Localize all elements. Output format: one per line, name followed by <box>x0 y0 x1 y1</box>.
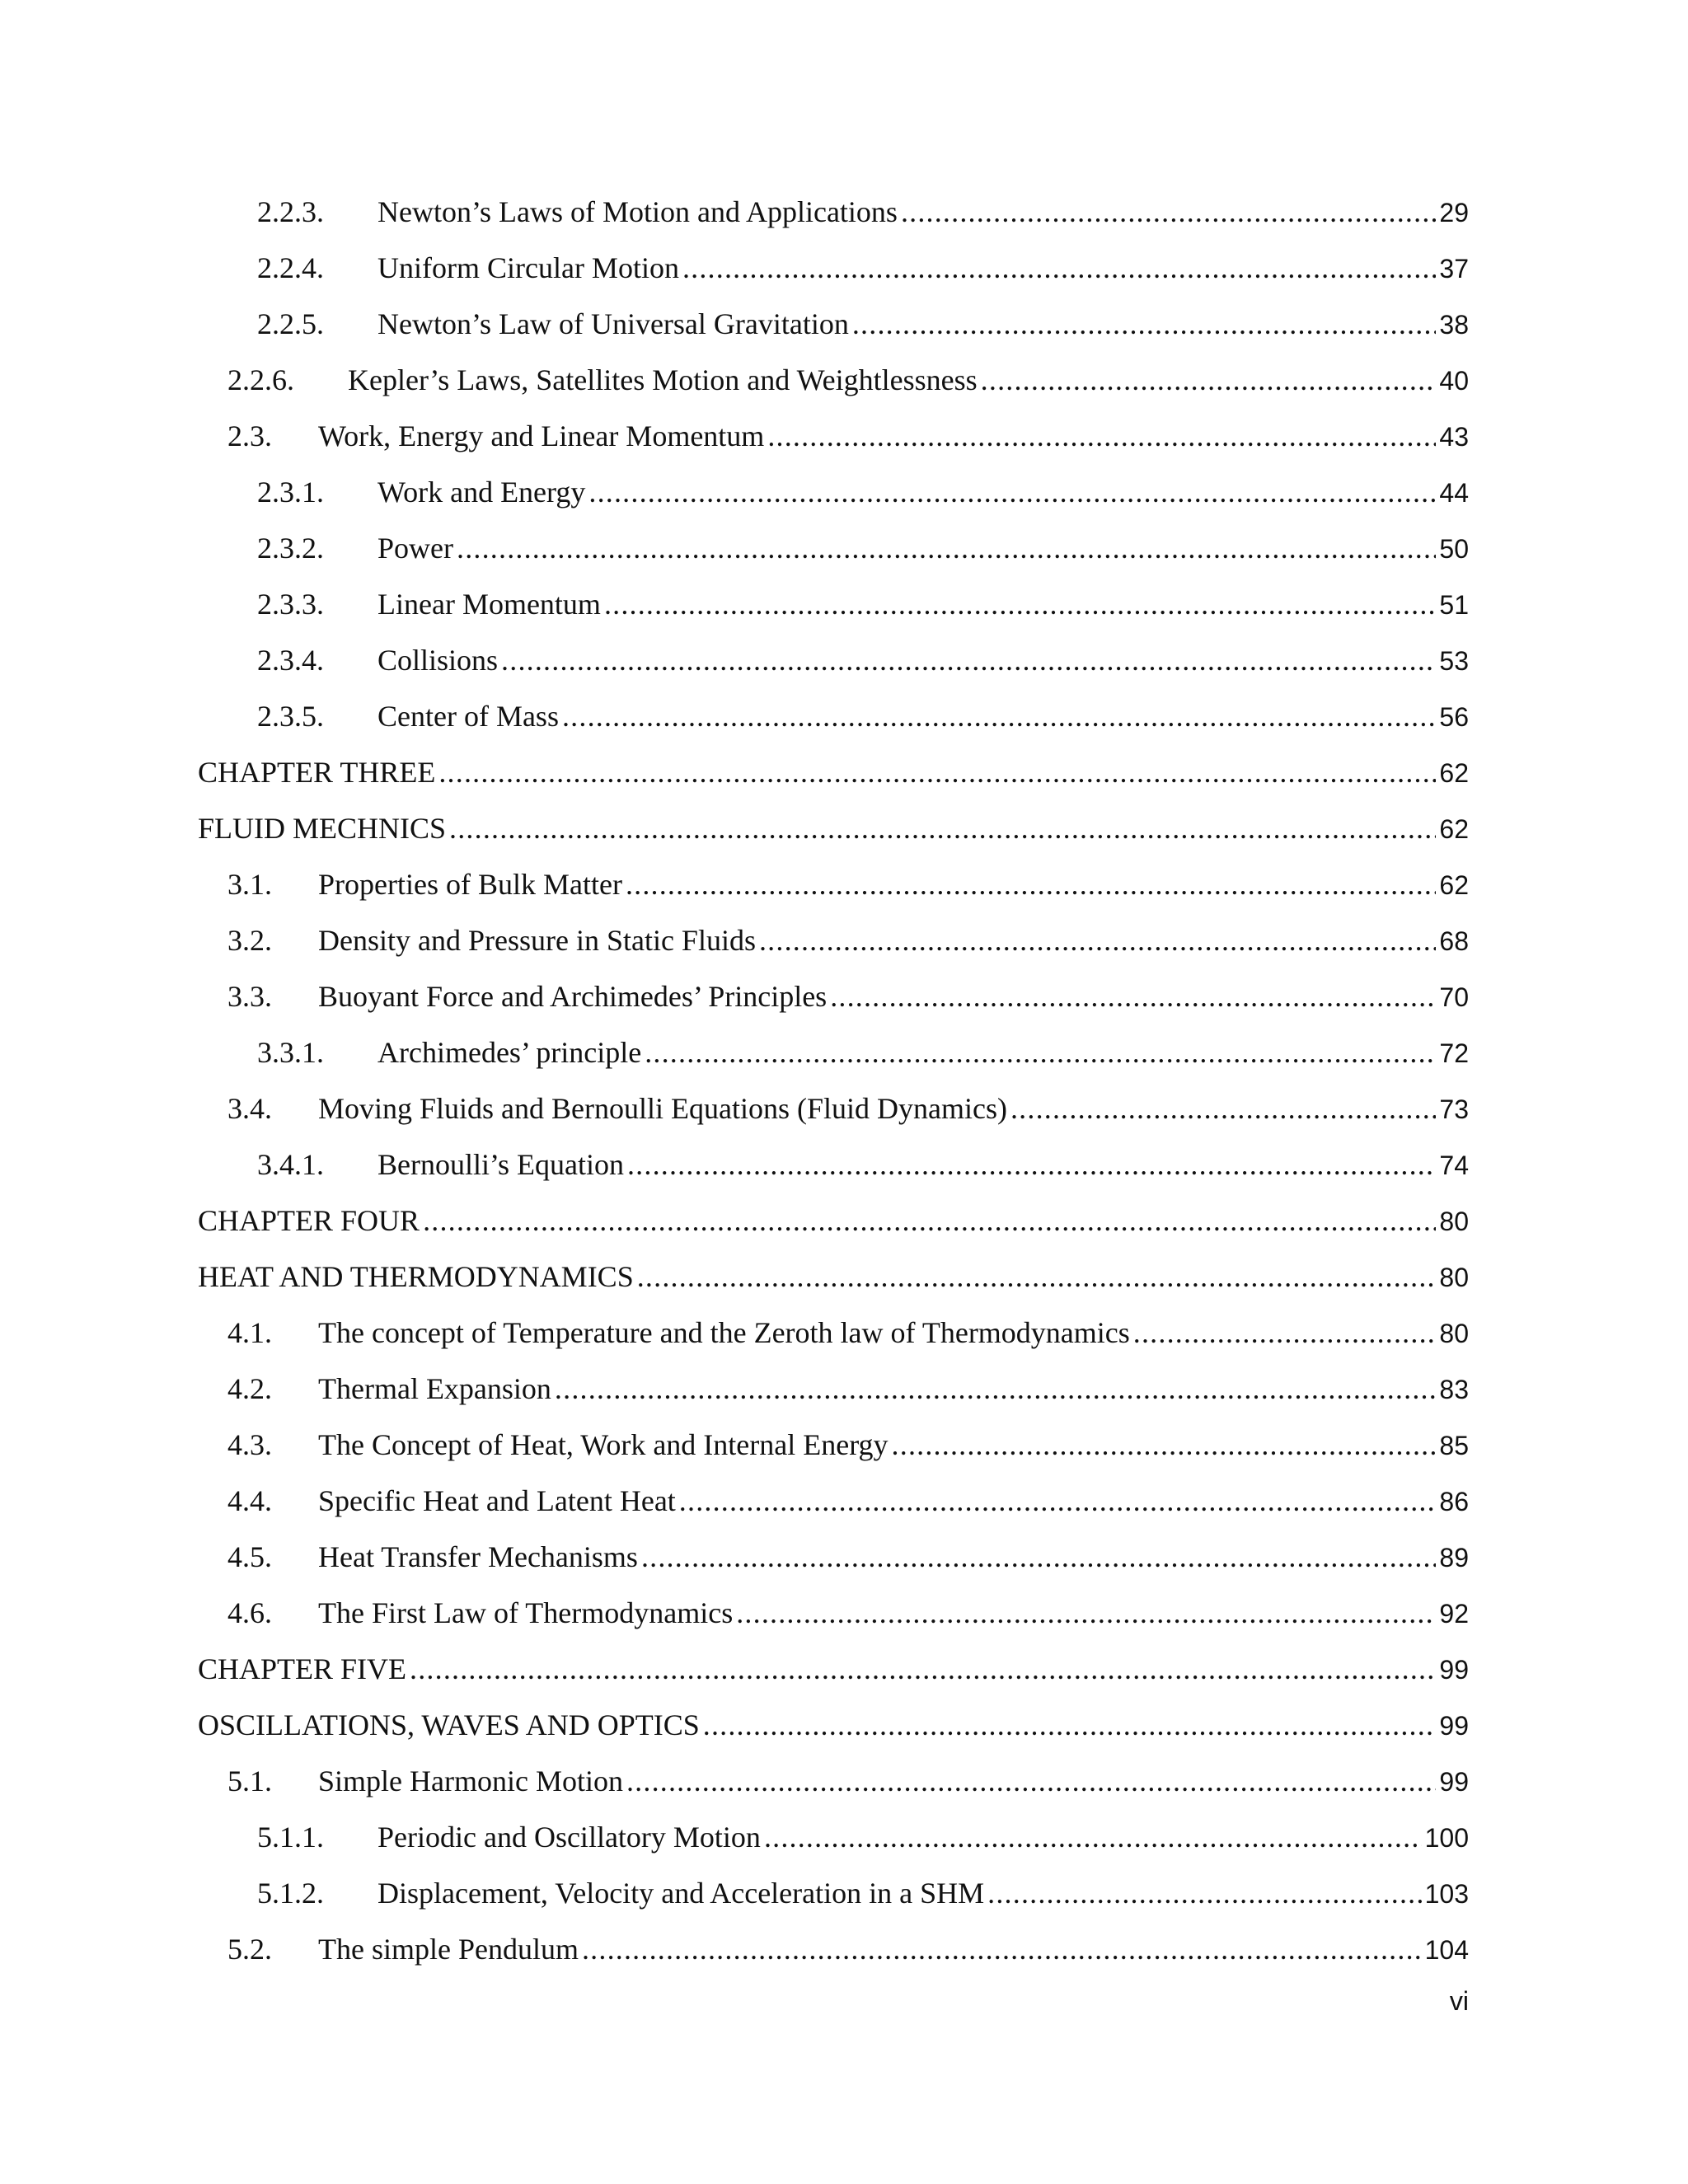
toc-entry[interactable] <box>198 643 1469 699</box>
toc-dot-leader <box>682 251 1436 285</box>
toc-entry-page: 40 <box>1439 366 1469 396</box>
toc-entry-page: 38 <box>1439 310 1469 340</box>
toc-entry[interactable] <box>198 1091 1469 1147</box>
toc-entry-page: 80 <box>1439 1263 1469 1292</box>
toc-entry-title: Collisions <box>377 644 499 677</box>
toc-entry-page: 29 <box>1439 198 1469 227</box>
toc-dot-leader <box>736 1596 1436 1630</box>
toc-dot-leader <box>626 1764 1436 1798</box>
toc-dot-leader <box>582 1932 1422 1966</box>
toc-entry[interactable] <box>198 755 1469 811</box>
toc-dot-leader <box>645 1035 1436 1070</box>
toc-entry-page: 80 <box>1439 1319 1469 1348</box>
toc-entry-page: 44 <box>1439 478 1469 508</box>
toc-entry[interactable] <box>198 531 1469 587</box>
table-of-contents <box>198 194 1469 1988</box>
toc-entry-title: FLUID MECHNICS <box>198 812 447 845</box>
toc-dot-leader <box>1010 1091 1436 1126</box>
toc-entry-title: Properties of Bulk Matter <box>318 868 622 901</box>
toc-entry-number: 5.1.1. <box>257 1821 324 1854</box>
toc-entry-number: 5.1.2. <box>257 1877 324 1910</box>
toc-entry-number: 5.1. <box>227 1765 272 1797</box>
toc-entry[interactable] <box>198 1540 1469 1596</box>
toc-entry-number: 3.1. <box>227 868 272 901</box>
toc-entry-page: 62 <box>1439 814 1469 844</box>
toc-entry[interactable] <box>198 1315 1469 1371</box>
toc-entry-number: 4.1. <box>227 1316 272 1349</box>
page-number-footer: vi <box>1449 1986 1469 2016</box>
toc-entry-title: Newton’s Law of Universal Gravitation <box>377 307 849 340</box>
toc-entry-number: 2.2.4. <box>257 251 324 284</box>
toc-entry-page: 89 <box>1439 1543 1469 1572</box>
toc-entry-number: 3.3. <box>227 980 272 1013</box>
toc-entry-page: 74 <box>1439 1151 1469 1180</box>
toc-entry[interactable] <box>198 811 1469 867</box>
toc-entry-page: 100 <box>1424 1823 1469 1853</box>
toc-entry-page: 51 <box>1439 590 1469 620</box>
toc-entry-number: 3.4.1. <box>257 1148 324 1181</box>
toc-entry[interactable] <box>198 1427 1469 1483</box>
toc-entry[interactable] <box>198 1203 1469 1259</box>
toc-dot-leader <box>501 643 1436 677</box>
toc-entry-number: 4.2. <box>227 1372 272 1405</box>
toc-entry-page: 73 <box>1439 1094 1469 1124</box>
toc-entry[interactable] <box>198 419 1469 475</box>
toc-dot-leader <box>830 979 1436 1014</box>
toc-entry-page: 92 <box>1439 1599 1469 1629</box>
toc-dot-leader <box>767 419 1436 453</box>
toc-entry-number: 2.3. <box>227 419 272 452</box>
toc-entry[interactable] <box>198 1147 1469 1203</box>
toc-entry-page: 56 <box>1439 702 1469 732</box>
toc-entry-number: 2.3.1. <box>257 476 324 509</box>
toc-entry[interactable] <box>198 699 1469 755</box>
toc-entry-number: 4.3. <box>227 1428 272 1461</box>
toc-entry-title: Newton’s Laws of Motion and Applications <box>377 195 898 228</box>
toc-entry[interactable] <box>198 475 1469 531</box>
toc-dot-leader <box>637 1259 1437 1294</box>
toc-dot-leader <box>679 1483 1437 1518</box>
toc-entry-page: 70 <box>1439 982 1469 1012</box>
toc-entry-page: 80 <box>1439 1207 1469 1236</box>
toc-entry[interactable] <box>198 1876 1469 1932</box>
toc-entry-title: Density and Pressure in Static Fluids <box>318 924 756 957</box>
toc-entry-title: Center of Mass <box>377 700 559 733</box>
toc-entry-page: 72 <box>1439 1038 1469 1068</box>
toc-entry-page: 50 <box>1439 534 1469 564</box>
toc-dot-leader <box>852 307 1437 341</box>
toc-entry-number: 2.3.2. <box>257 532 324 565</box>
toc-entry[interactable] <box>198 1820 1469 1876</box>
toc-entry[interactable] <box>198 1483 1469 1540</box>
toc-entry-page: 99 <box>1439 1767 1469 1797</box>
toc-entry[interactable] <box>198 1652 1469 1708</box>
toc-entry-page: 103 <box>1424 1879 1469 1909</box>
toc-entry-number: 3.2. <box>227 924 272 957</box>
toc-dot-leader <box>604 587 1436 621</box>
toc-entry-title: Buoyant Force and Archimedes’ Principles <box>318 980 828 1013</box>
toc-entry-title: CHAPTER FIVE <box>198 1652 407 1685</box>
toc-entry-page: 43 <box>1439 422 1469 452</box>
toc-entry-page: 68 <box>1439 926 1469 956</box>
toc-dot-leader <box>892 1427 1437 1462</box>
toc-entry-number: 5.2. <box>227 1933 272 1966</box>
toc-dot-leader <box>626 867 1436 902</box>
toc-entry-number: 2.2.6. <box>227 363 294 396</box>
toc-entry[interactable] <box>198 251 1469 307</box>
toc-entry[interactable] <box>198 1764 1469 1820</box>
toc-entry[interactable] <box>198 979 1469 1035</box>
toc-entry-title: CHAPTER THREE <box>198 756 436 789</box>
toc-entry[interactable] <box>198 1708 1469 1764</box>
toc-entry-title: Linear Momentum <box>377 588 601 621</box>
toc-entry-number: 3.4. <box>227 1092 272 1125</box>
toc-entry-title: Moving Fluids and Bernoulli Equations (Fluid Dynamics) <box>318 1092 1007 1125</box>
toc-entry-page: 104 <box>1424 1935 1469 1965</box>
toc-dot-leader <box>423 1203 1436 1238</box>
toc-entry-number: 2.3.5. <box>257 700 324 733</box>
toc-dot-leader <box>438 755 1436 790</box>
toc-entry-title: Specific Heat and Latent Heat <box>318 1484 676 1517</box>
toc-entry-title: Thermal Expansion <box>318 1372 551 1405</box>
toc-entry-title: The Concept of Heat, Work and Internal Energy <box>318 1428 889 1461</box>
toc-entry[interactable] <box>198 1596 1469 1652</box>
toc-entry-title: The concept of Temperature and the Zeroth law of Thermodynamics <box>318 1316 1130 1349</box>
toc-entry-number: 4.5. <box>227 1540 272 1573</box>
toc-dot-leader <box>759 923 1436 958</box>
toc-entry-page: 83 <box>1439 1375 1469 1404</box>
toc-entry-title: CHAPTER FOUR <box>198 1204 420 1237</box>
toc-dot-leader <box>981 363 1437 397</box>
toc-dot-leader <box>901 194 1436 229</box>
toc-dot-leader <box>555 1371 1436 1406</box>
toc-entry-title: Archimedes’ principle <box>377 1036 642 1069</box>
toc-entry-title: Work, Energy and Linear Momentum <box>318 419 765 452</box>
toc-dot-leader <box>703 1708 1437 1742</box>
toc-entry-number: 4.6. <box>227 1596 272 1629</box>
toc-entry-page: 86 <box>1439 1487 1469 1516</box>
toc-entry[interactable] <box>198 1932 1469 1988</box>
toc-entry-page: 37 <box>1439 254 1469 284</box>
toc-entry-title: Bernoulli’s Equation <box>377 1148 624 1181</box>
toc-entry-title: Power <box>377 532 453 565</box>
toc-entry[interactable] <box>198 1259 1469 1315</box>
toc-dot-leader <box>641 1540 1436 1574</box>
toc-entry-page: 53 <box>1439 646 1469 676</box>
toc-entry-number: 2.3.3. <box>257 588 324 621</box>
toc-dot-leader <box>764 1820 1422 1854</box>
toc-dot-leader <box>1133 1315 1437 1350</box>
toc-entry[interactable] <box>198 1371 1469 1427</box>
toc-entry-page: 62 <box>1439 870 1469 900</box>
toc-entry-number: 2.3.4. <box>257 644 324 677</box>
toc-entry[interactable] <box>198 307 1469 363</box>
toc-dot-leader <box>410 1652 1436 1686</box>
toc-entry[interactable] <box>198 194 1469 251</box>
toc-entry-page: 99 <box>1439 1711 1469 1741</box>
toc-entry-page: 85 <box>1439 1431 1469 1460</box>
toc-entry-title: Uniform Circular Motion <box>377 251 679 284</box>
toc-entry[interactable] <box>198 363 1469 419</box>
toc-entry-title: Simple Harmonic Motion <box>318 1765 623 1797</box>
toc-entry[interactable] <box>198 923 1469 979</box>
toc-dot-leader <box>562 699 1436 733</box>
toc-dot-leader <box>449 811 1436 846</box>
toc-dot-leader <box>588 475 1436 509</box>
toc-entry-number: 2.2.3. <box>257 195 324 228</box>
toc-entry[interactable] <box>198 587 1469 643</box>
toc-entry-title: Heat Transfer Mechanisms <box>318 1540 638 1573</box>
toc-dot-leader <box>627 1147 1436 1182</box>
toc-dot-leader <box>457 531 1436 565</box>
toc-entry-title: The simple Pendulum <box>318 1933 579 1966</box>
toc-entry-title: Work and Energy <box>377 476 586 509</box>
toc-entry[interactable] <box>198 867 1469 923</box>
toc-entry-number: 2.2.5. <box>257 307 324 340</box>
toc-entry-title: Periodic and Oscillatory Motion <box>377 1821 761 1854</box>
toc-entry-title: The First Law of Thermodynamics <box>318 1596 734 1629</box>
toc-entry-number: 3.3.1. <box>257 1036 324 1069</box>
toc-entry[interactable] <box>198 1035 1469 1091</box>
toc-entry-page: 99 <box>1439 1655 1469 1685</box>
toc-entry-page: 62 <box>1439 758 1469 788</box>
toc-entry-title: HEAT AND THERMODYNAMICS <box>198 1260 634 1293</box>
toc-entry-title: Displacement, Velocity and Acceleration in a SHM <box>377 1877 985 1910</box>
toc-entry-number: 4.4. <box>227 1484 272 1517</box>
toc-dot-leader <box>987 1876 1421 1910</box>
toc-entry-title: Kepler’s Laws, Satellites Motion and Weightlessness <box>348 363 978 396</box>
toc-entry-title: OSCILLATIONS, WAVES AND OPTICS <box>198 1708 700 1741</box>
